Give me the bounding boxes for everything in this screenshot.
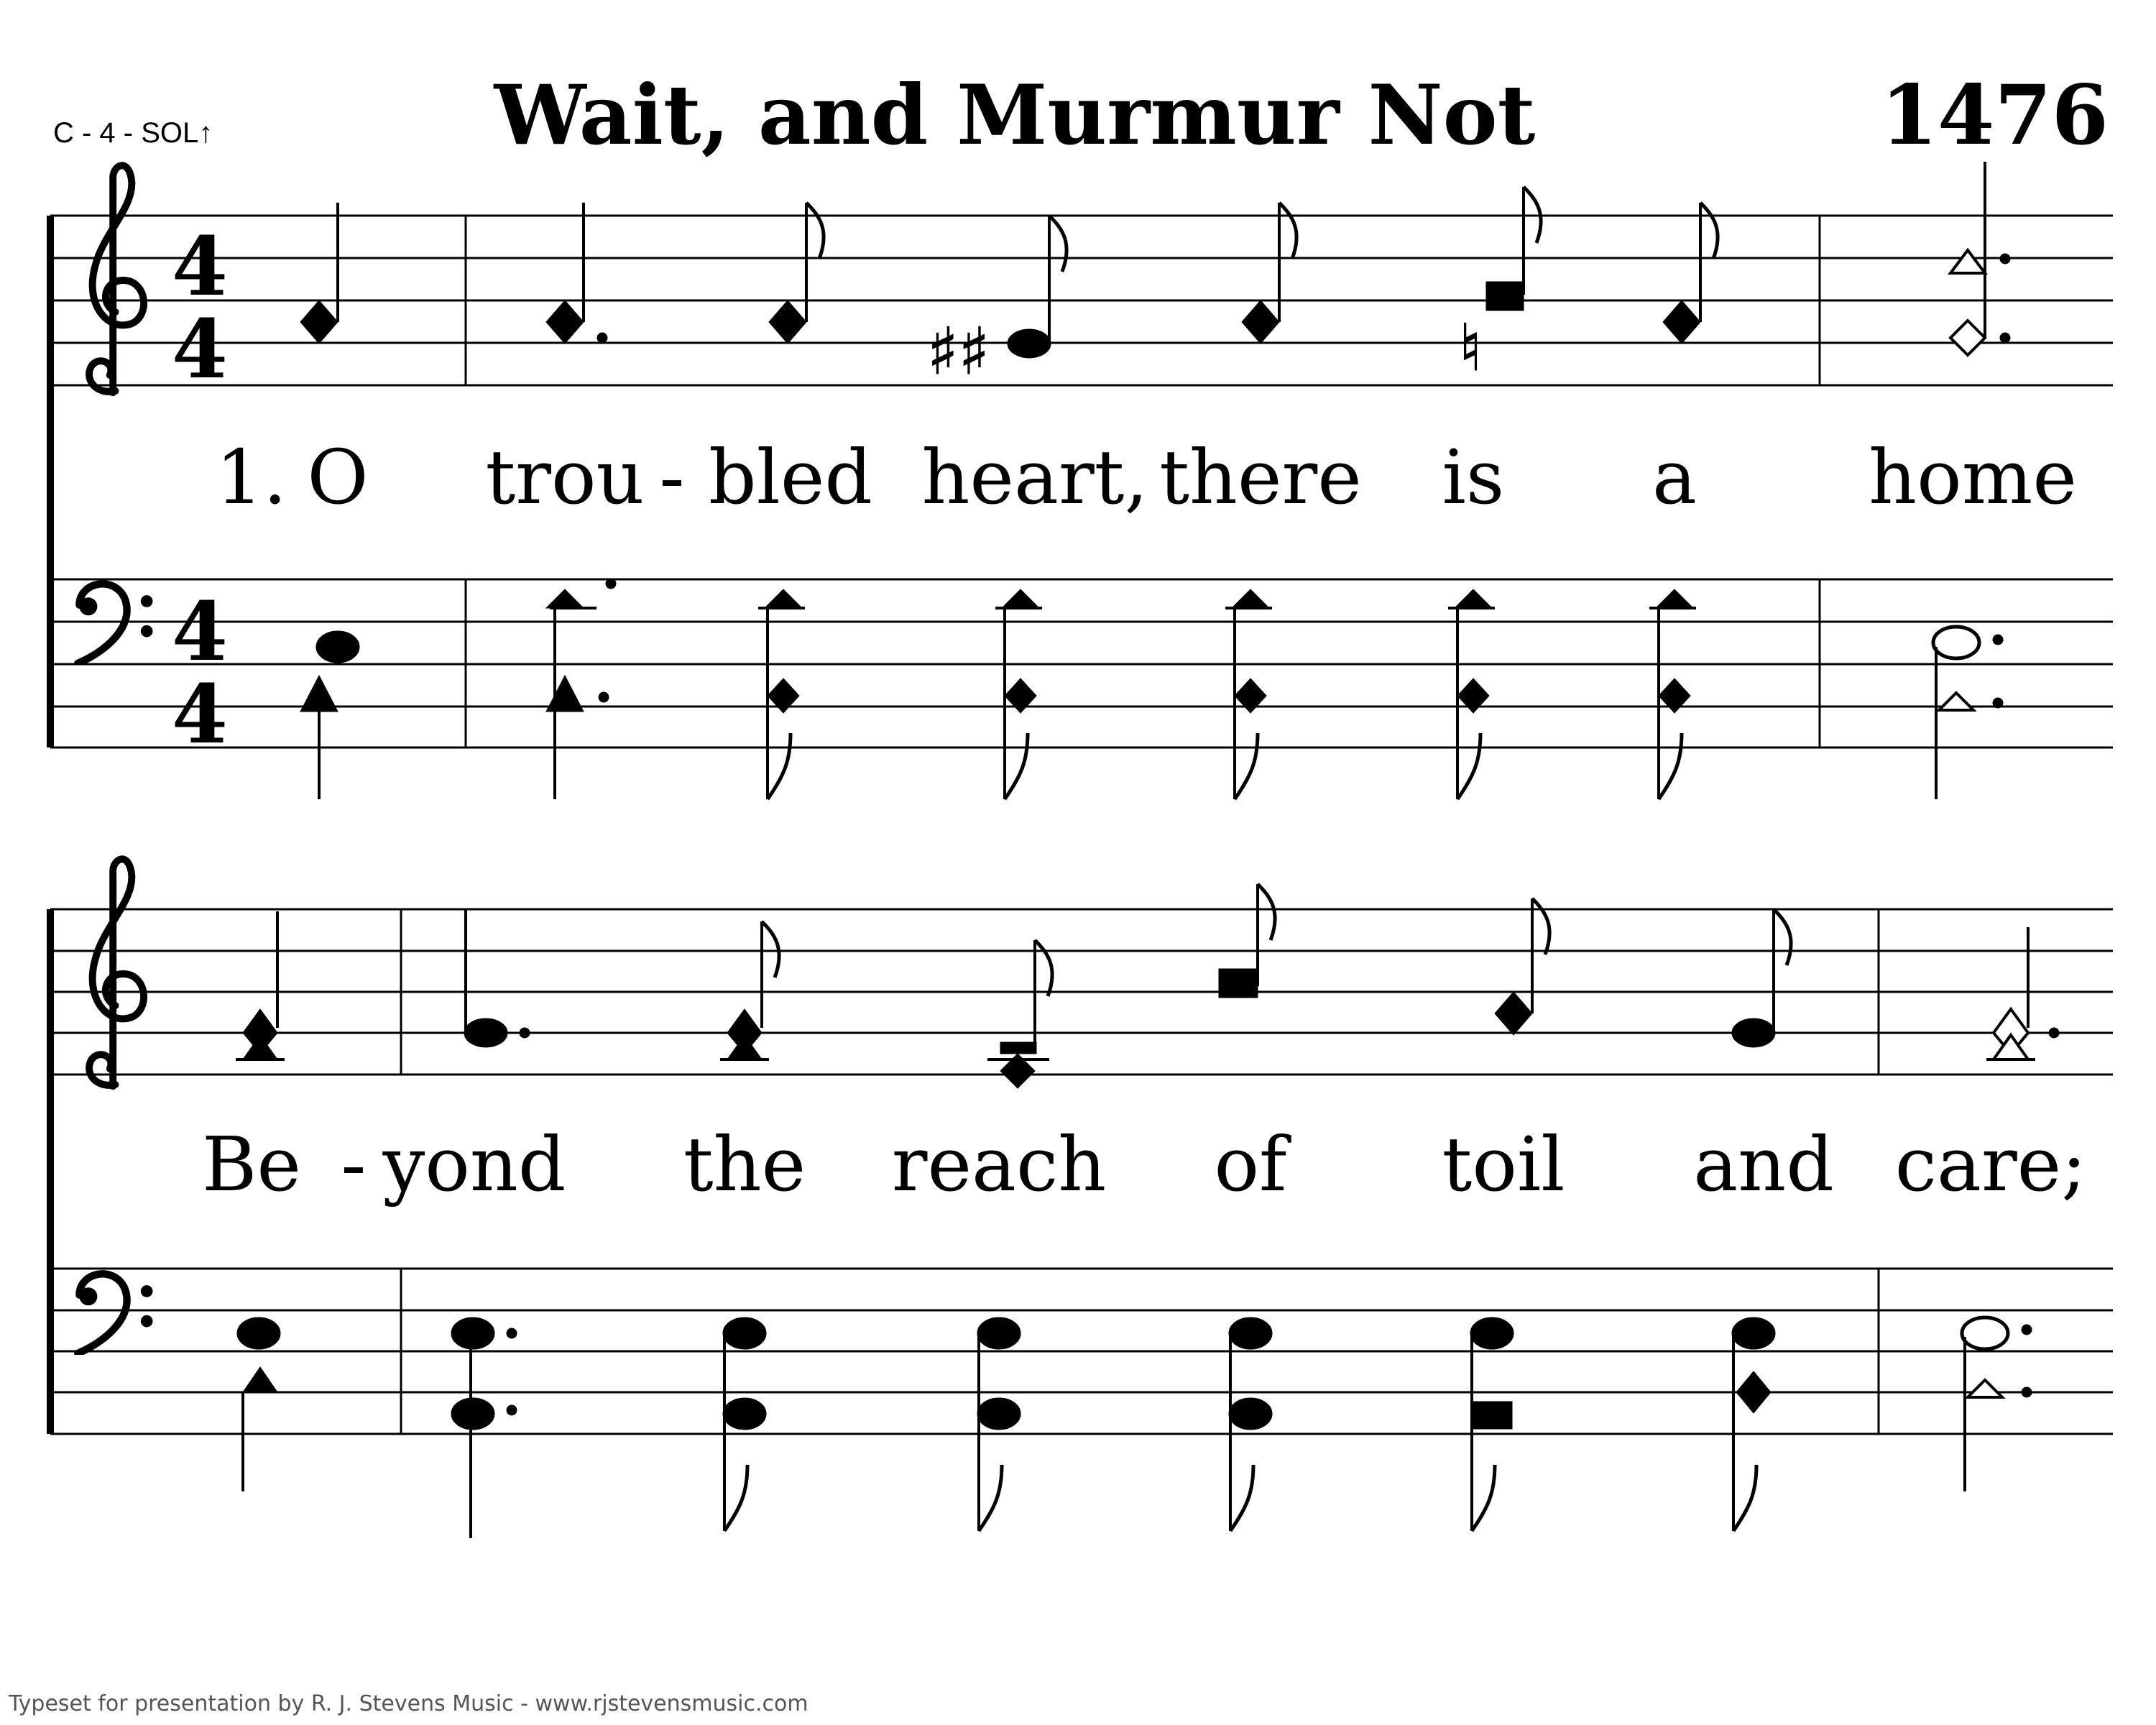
note: [1933, 627, 2003, 799]
treble-staff-lines: [50, 216, 2113, 385]
note: [1962, 1317, 2032, 1491]
note: [1229, 1317, 1272, 1531]
lyric-syllable: O: [307, 433, 369, 521]
note: [464, 909, 530, 1047]
natural-icon: ♮: [1459, 310, 1483, 386]
lyric-syllable: toil: [1442, 1121, 1565, 1208]
lyric-syllable: there: [1159, 433, 1362, 521]
treble-time-sig-top: 4: [172, 220, 228, 314]
note: [237, 1317, 280, 1491]
sharp-icon: ♯♯: [927, 314, 990, 390]
system-1: [50, 162, 2113, 799]
bass-notes: [300, 579, 2003, 799]
lyric-syllable: is: [1442, 433, 1505, 521]
lyric-syllable: Be: [202, 1121, 301, 1208]
bass-staff-lines: [50, 1269, 2113, 1434]
lyric-syllable: the: [683, 1121, 806, 1208]
lyric-syllable: and: [1693, 1121, 1834, 1208]
note: [1495, 898, 1549, 1035]
note: [1219, 884, 1275, 998]
lyric-syllable: reach: [891, 1121, 1107, 1208]
note: [546, 203, 607, 344]
lyric-syllable: home: [1869, 433, 2077, 521]
note: [1732, 1317, 1775, 1531]
note: [1470, 1317, 1514, 1531]
note: [769, 203, 824, 344]
lyric-syllable: a: [1651, 433, 1697, 521]
lyrics-line-1: [216, 433, 2077, 521]
page-title: Wait, and Murmur Not: [494, 67, 1536, 163]
lyric-syllable: care;: [1894, 1121, 2087, 1208]
lyric-syllable: of: [1214, 1121, 1287, 1208]
note: [300, 203, 338, 344]
treble-clef-icon: [89, 165, 144, 392]
lyric-hyphen: -: [659, 433, 685, 521]
lyric-syllable: trou: [485, 433, 645, 521]
lyric-syllable: bled: [709, 433, 872, 521]
bass-staff-lines: [50, 579, 2113, 748]
lyric-hyphen: -: [341, 1121, 367, 1208]
note: [977, 1317, 1021, 1531]
lyric-syllable: heart,: [921, 433, 1148, 521]
barlines: [401, 909, 1879, 1434]
treble-time-sig-bottom: 4: [172, 303, 228, 397]
system-2: [50, 859, 2113, 1538]
treble-notes: [300, 162, 2010, 390]
bass-clef-icon: [78, 1274, 152, 1353]
note: [1459, 187, 1541, 386]
note: [720, 921, 779, 1059]
note: [300, 631, 359, 799]
note: [1242, 203, 1296, 344]
note: [236, 911, 285, 1059]
lyrics-line-2: [202, 1121, 2086, 1208]
note: [1732, 909, 1791, 1047]
treble-clef-icon: [89, 859, 144, 1086]
bass-time-sig-bottom: 4: [172, 668, 228, 762]
bass-time-sig-top: 4: [172, 585, 228, 679]
treble-staff-lines: [50, 909, 2113, 1075]
verse-number: 1.: [216, 433, 287, 521]
bass-clef-icon: [78, 584, 152, 663]
note: [987, 940, 1052, 1088]
note: [1986, 927, 2059, 1059]
treble-notes: [236, 884, 2059, 1088]
key-signature-label: C - 4 - SOL↑: [53, 117, 213, 149]
note: [723, 1317, 766, 1531]
hymn-number: 1476: [1880, 67, 2109, 163]
note: [546, 579, 616, 799]
note: [1663, 203, 1718, 344]
lyric-syllable: yond: [382, 1121, 566, 1208]
footer-credit: Typeset for presentation by R. J. Stevens Music - www.rjstevensmusic.com: [9, 1691, 808, 1716]
note: [927, 216, 1067, 390]
